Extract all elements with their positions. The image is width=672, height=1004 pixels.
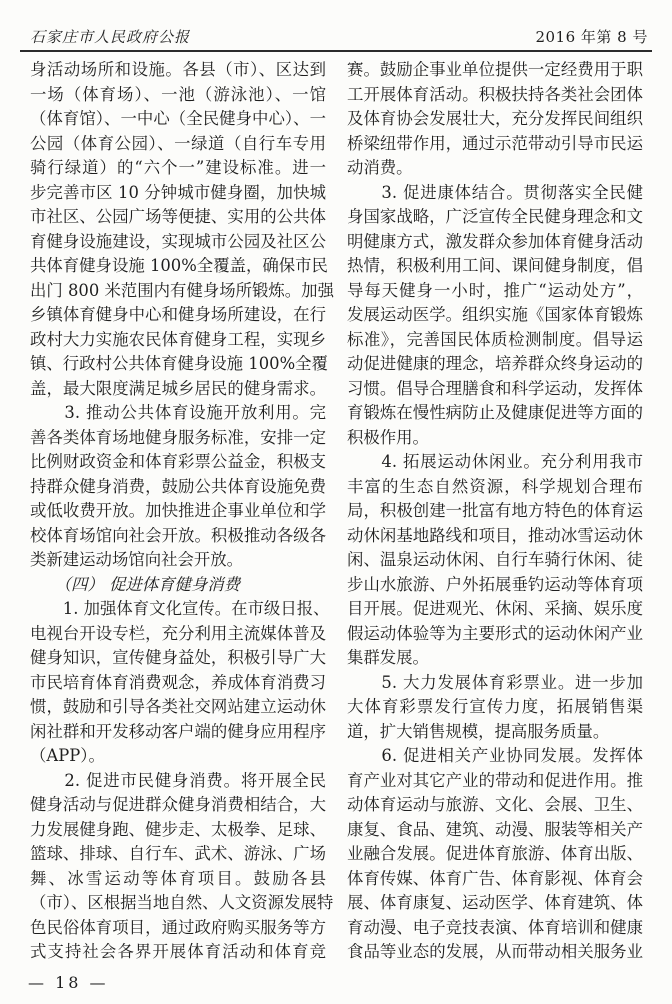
text-line: 动休闲基地路线和项目，推动冰雪运动休 [347, 525, 643, 545]
text-line: 热情，积极利用工间、课间健身制度，倡 [347, 256, 643, 275]
text-line: 及体育协会发展壮大，充分发挥民间组织 [347, 109, 643, 128]
text-line: 篮球、排球、自行车、武术、游泳、广场 [30, 844, 326, 863]
text-line: 一场（体育场）、一池（游泳池）、一馆 [30, 84, 326, 104]
header-rule [20, 50, 652, 52]
text-line: 育产业对其它产业的带动和促进作用。推 [347, 770, 643, 790]
text-line: 发展运动医学。组织实施《国家体育锻炼 [347, 305, 643, 324]
text-line: 动促进健康的理念，培养群众终身运动的 [347, 354, 643, 373]
text-line: 动体育运动与旅游、文化、会展、卫生、 [347, 795, 643, 814]
document-body [30, 58, 643, 965]
text-line: 工开展体育活动。积极扶持各类社会团体 [347, 84, 643, 104]
text-line: 镇、行政村公共体育健身设施 100%全覆 [30, 354, 328, 373]
text-line: 健身活动与促进群众健身消费相结合，大 [30, 795, 326, 814]
text-line: 闲、温泉运动休闲、自行车骑行休闲、徒 [347, 550, 643, 569]
right-column [347, 58, 643, 965]
text-line: 局，积极创建一批富有地方特色的体育运 [347, 501, 643, 520]
text-line: 2. 促进市民健身消费。将开展全民 [30, 770, 326, 790]
text-line: 育锻炼在慢性病防止及健康促进等方面的 [347, 403, 643, 422]
text-line: 政村大力实施农民体育健身工程，实现乡 [30, 329, 326, 349]
text-line: 闲社群和开发移动客户端的健身应用程序 [30, 721, 326, 741]
text-line: 育动漫、电子竞技表演、体育培训和健康 [347, 917, 643, 937]
text-line: （APP）。 [30, 746, 105, 765]
text-line: 健身知识，宣传健身益处，积极引导广大 [30, 648, 326, 667]
text-line: 类新建运动场馆向社会开放。 [30, 550, 244, 569]
text-line: 动消费。 [347, 158, 413, 177]
text-line: 大体育彩票发行宣传力度，拓展销售渠 [347, 697, 643, 716]
text-line: 标准》，完善国民体质检测制度。倡导运 [347, 329, 643, 349]
text-line: 假运动体验等为主要形式的运动休闲产业 [347, 623, 643, 643]
text-line: 式支持社会各界开展体育活动和体育竞 [30, 942, 326, 961]
gazette-title: 石家庄市人民政府公报 [30, 28, 191, 46]
text-line: 业融合发展。促进体育旅游、体育出版、 [347, 844, 643, 863]
text-line: 校体育场馆向社会开放。积极推动各级各 [30, 525, 326, 545]
text-line: 舞、冰雪运动等体育项目。鼓励各县 [30, 868, 326, 888]
text-line: 习惯。倡导合理膳食和科学运动，发挥体 [347, 378, 643, 398]
text-line: 3. 推动公共体育设施开放利用。完 [30, 403, 326, 422]
text-line: 惯，鼓励和引导各类社交网站建立运动休 [30, 697, 326, 716]
text-line: 1. 加强体育文化宣传。在市级日报、 [30, 599, 330, 618]
text-line: 6. 促进相关产业协同发展。发挥体 [347, 746, 643, 765]
text-line: （四） 促进体育健身消费 [30, 574, 241, 594]
text-line: 育健身设施建设，实现城市公园及社区公 [30, 231, 326, 251]
text-line: 3. 促进康体结合。贯彻落实全民健 [347, 182, 643, 202]
text-line: 体育传媒、体育广告、体育影视、体育会 [347, 868, 643, 888]
text-line: 步完善市区 10 分钟城市健身圈，加快城 [30, 182, 326, 202]
text-line: 市民培育体育消费观念，养成体育消费习 [30, 672, 326, 692]
text-line: 桥梁纽带作用，通过示范带动引导市民运 [347, 133, 643, 153]
text-line: 力发展健身跑、健步走、太极拳、足球、 [30, 819, 326, 839]
text-line: 展、体育康复、运动医学、体育建筑、体 [347, 893, 643, 912]
left-column [30, 58, 334, 965]
text-line: 身活动场所和设施。各县（市）、区达到 [30, 60, 326, 79]
text-line: 电视台开设专栏，充分利用主流媒体普及 [30, 623, 326, 643]
text-line: 赛。鼓励企事业单位提供一定经费用于职 [347, 60, 643, 79]
text-line: 步山水旅游、户外拓展垂钓运动等体育项 [347, 574, 643, 594]
text-line: 食品等业态的发展，从而带动相关服务业 [347, 942, 643, 961]
text-line: 乡镇体育健身中心和健身场所建设，在行 [30, 305, 326, 324]
text-line: 导每天健身一小时，推广“运动处方”， [347, 280, 643, 300]
page-number: — 18 — [28, 973, 109, 992]
text-line: 目开展。促进观光、休闲、采摘、娱乐度 [347, 599, 643, 618]
text-line: 比例财政资金和体育彩票公益金，积极支 [30, 452, 326, 471]
text-line: 市社区、公园广场等便捷、实用的公共体 [30, 207, 326, 226]
text-line: （市）、区根据当地自然、人文资源发展特 [30, 893, 334, 912]
text-line: 公园（体育公园）、一绿道（自行车专用 [30, 133, 326, 153]
text-line: 善各类体育场地健身服务标准，安排一定 [30, 427, 326, 447]
page-header [30, 26, 648, 47]
text-line: 出门 800 米范围内有健身场所锻炼。加强 [30, 280, 334, 300]
text-line: 积极作用。 [347, 427, 429, 447]
text-line: 5. 大力发展体育彩票业。进一步加 [347, 672, 643, 692]
text-line: 道，扩大销售规模，提高服务质量。 [347, 721, 610, 741]
text-line: 色民俗体育项目，通过政府购买服务等方 [30, 917, 326, 937]
text-line: 共体育健身设施 100%全覆盖，确保市民 [30, 256, 328, 275]
text-line: 盖，最大限度满足城乡居民的健身需求。 [30, 378, 326, 398]
issue-number: 2016 年第 8 号 [535, 28, 648, 46]
text-line: （体育馆）、一中心（全民健身中心）、一 [30, 109, 326, 128]
text-line: 持群众健身消费，鼓励公共体育设施免费 [30, 476, 326, 496]
text-line: 明健康方式，激发群众参加体育健身活动 [347, 231, 643, 251]
text-line: 4. 拓展运动休闲业。充分利用我市 [347, 452, 643, 471]
text-line: 骑行绿道）的“六个一”建设标准。进一 [30, 158, 326, 177]
text-line: 集群发展。 [347, 648, 429, 667]
text-line: 或低收费开放。加快推进企事业单位和学 [30, 501, 326, 520]
text-line: 康复、食品、建筑、动漫、服装等相关产 [347, 819, 643, 839]
text-line: 丰富的生态自然资源，科学规划合理布 [347, 476, 643, 496]
text-line: 身国家战略，广泛宣传全民健身理念和文 [347, 207, 643, 226]
